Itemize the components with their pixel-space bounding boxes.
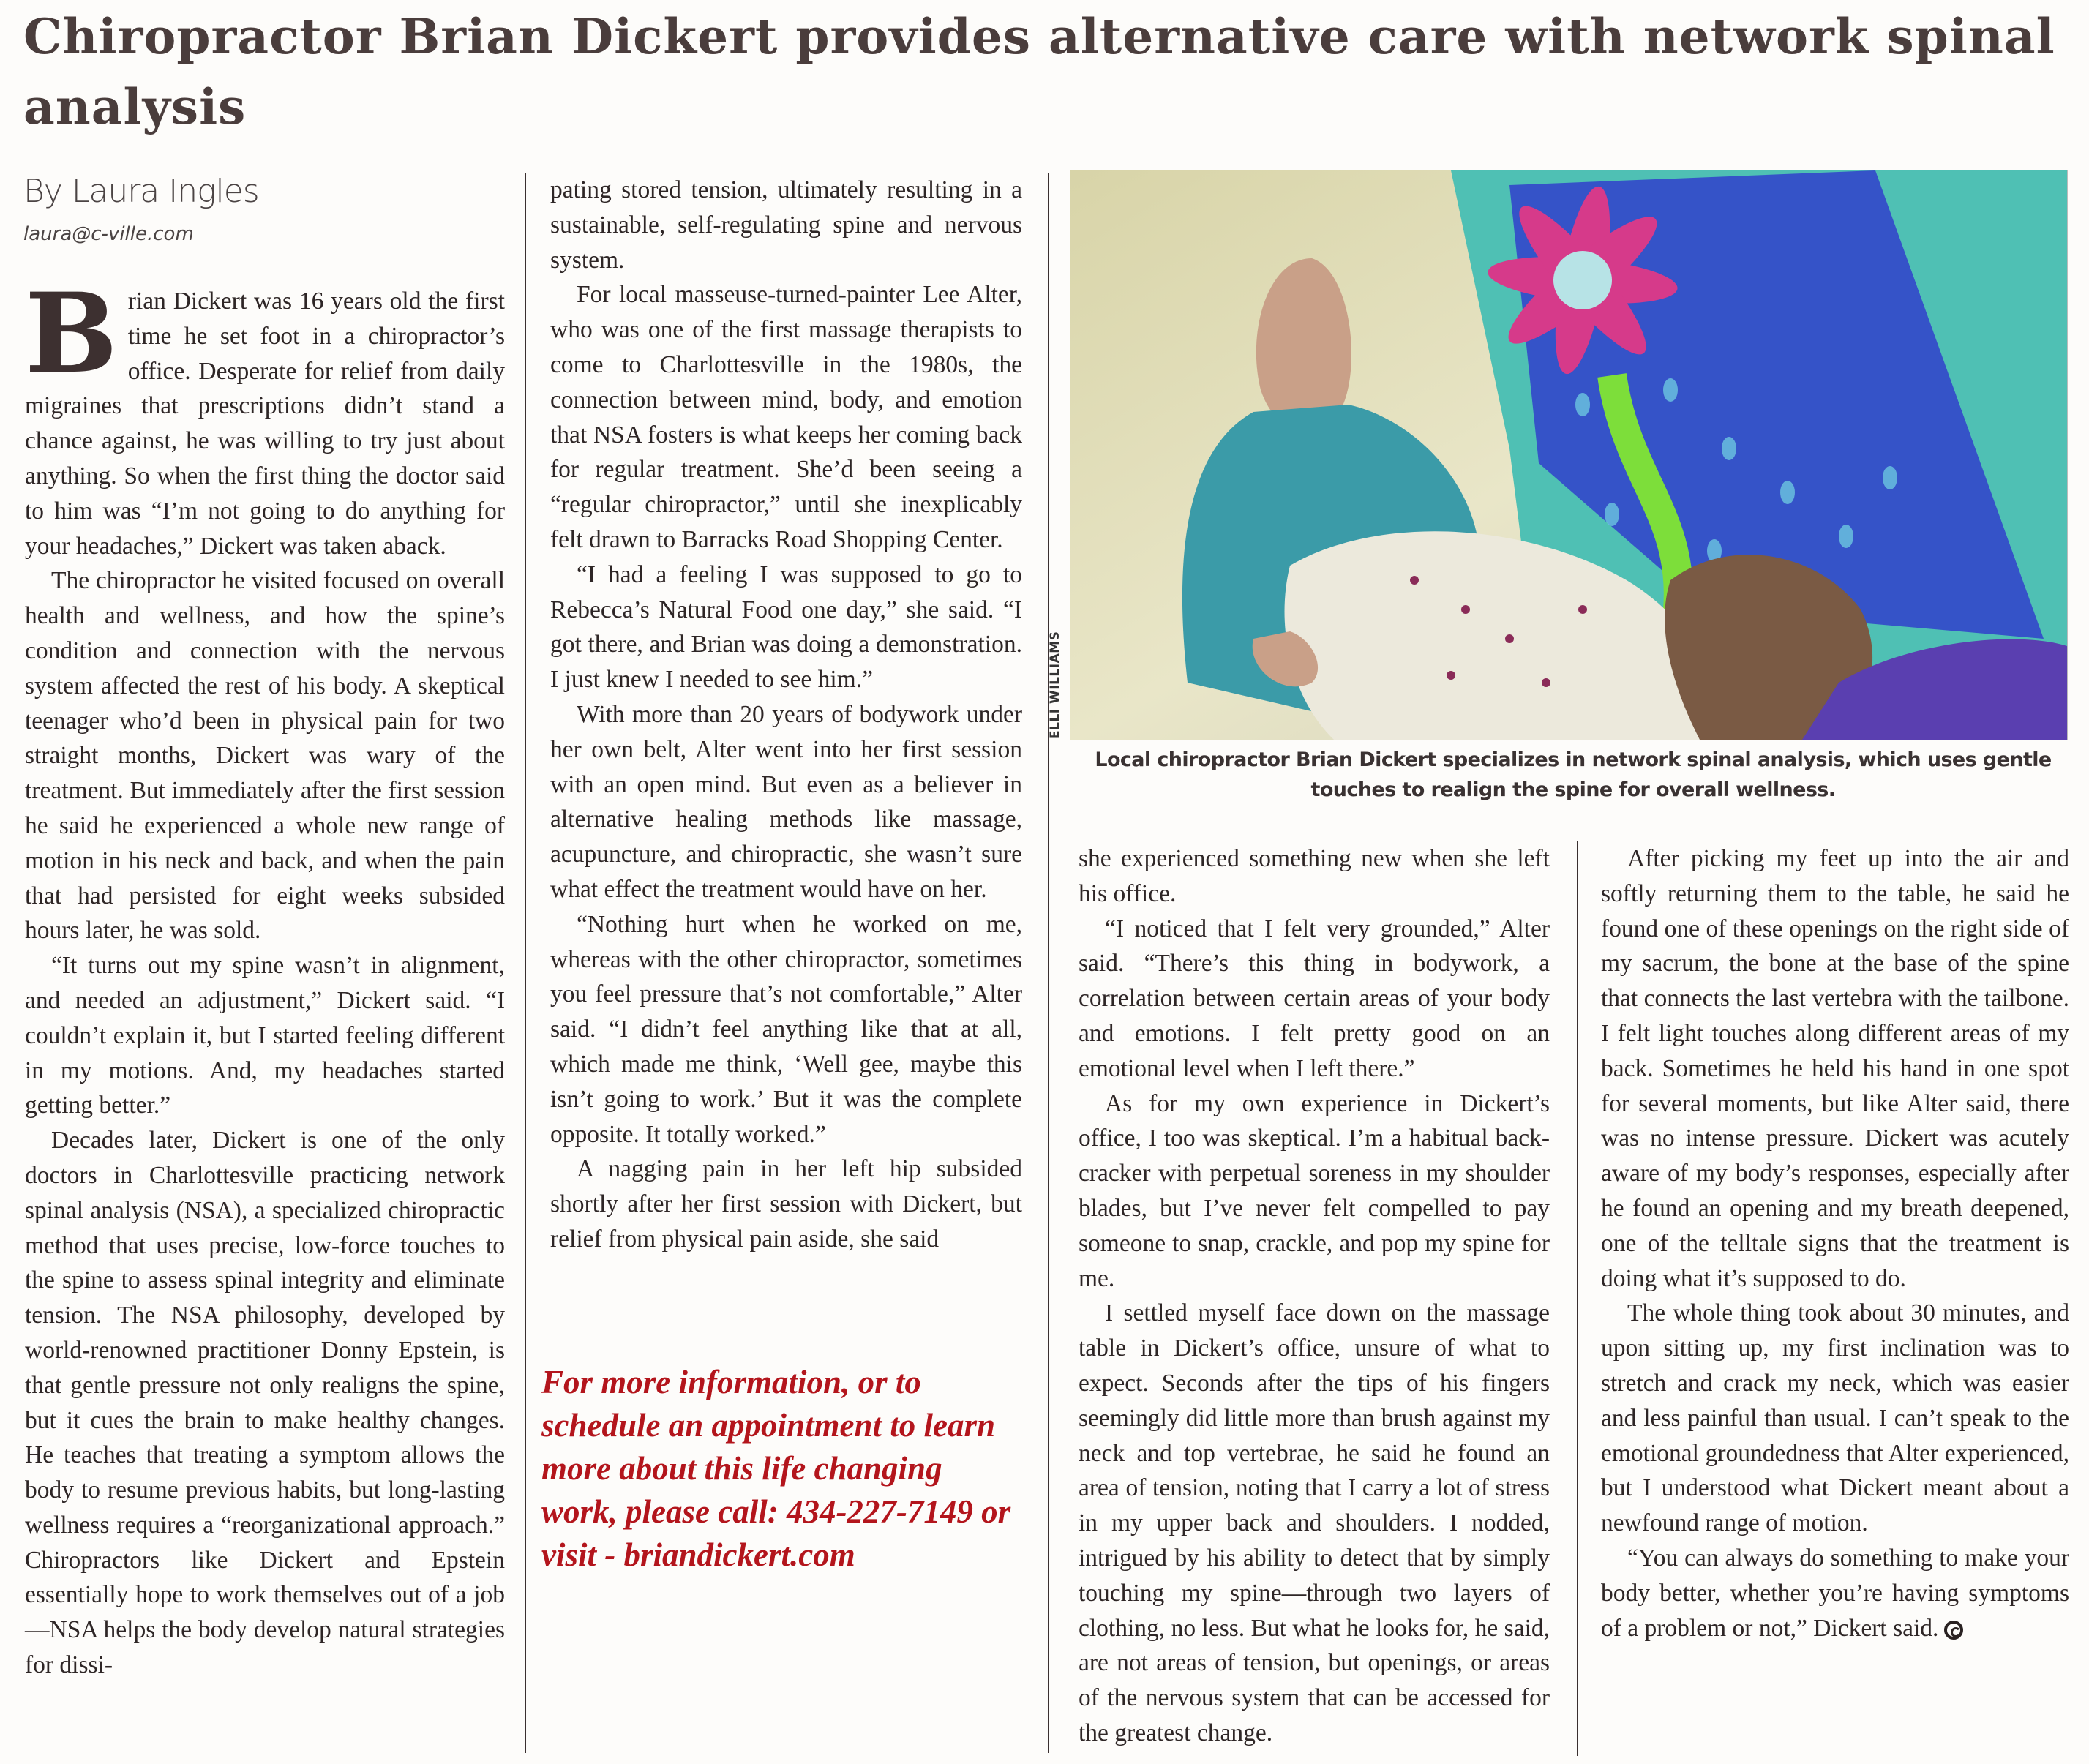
paragraph: I settled myself face down on the massage table in Dickert’s office, unsure of what to expect. Seconds after the tips of his fingers seemingly did little more than brush against my neck and top vertebrae, he said he found an area of tension, noting that I carry a lot of stress in my upper back and shoulders. I nodded, intrigued by his ability to detect that by simply touching my spine—through two layers of clothing, no less. But what he looks for, he said, are not areas of tension, but openings, or areas of the nervous system that can be accessed for the greatest change. <box>1079 1299 1550 1746</box>
column-divider <box>525 173 526 1753</box>
headline: Chiropractor Brian Dickert provides alternative care with network spinal analysis <box>23 8 2055 135</box>
copyright-end-icon <box>1944 1621 1963 1640</box>
photo-credit: ELLI WILLIAMS <box>1048 631 1062 739</box>
paragraph: Decades later, Dickert is one of the only doctors in Charlottesville practicing network spinal analysis (NSA), a specialized chiropractic method that uses precise, low-force touches to the spine to assess spinal integrity and eliminate tension. The NSA philosophy, developed by world-renowned practitioner Donny Epstein, is that gentle pressure not only realigns the spine, but it cues the brain to make healthy changes. He teaches that treating a symptom allows the body to resume previous habits, but long-lasting wellness requires a “reorganizational approach.” Chiropractors like Dickert and Epstein essentially hope to work themselves out of a job—NSA helps the body develop natural strategies for dissi- <box>25 1127 505 1679</box>
closing-quote-text: “You can always do something to make your body better, whether you’re having symptoms of a problem or not,” Dickert said. <box>1601 1544 2069 1642</box>
article-photo <box>1070 170 2068 740</box>
column-4 <box>1601 841 2069 1645</box>
byline: By Laura Ingles <box>23 173 259 210</box>
paragraph: For local masseuse-turned-painter Lee Alter, who was one of the first massage therapists to come to Charlottesville in the 1980s, the connection between mind, body, and emotion that NSA fosters is what keeps her coming back for regular treatment. She’d been seeing a “regular chiropractor,” until she inexplicably felt drawn to Barracks Road Shopping Center. <box>550 281 1022 553</box>
column-1 <box>25 269 505 1683</box>
paragraph: With more than 20 years of bodywork under her own belt, Alter went into her first session with an open mind. But even as a believer in alternative healing methods like massage, acupuncture, and chiropractic, she wasn’t sure what effect the treatment would have on her. <box>550 700 1022 903</box>
paragraph: “It turns out my spine wasn’t in alignment, and needed an adjustment,” Dickert said. “I couldn’t explain it, but I started feeling different in my motions. And, my headaches started getting better.” <box>25 952 505 1119</box>
paragraph: “I had a feeling I was supposed to go to Rebecca’s Natural Food one day,” she said. “I got there, and Brian was doing a demonstration. I just knew I needed to see him.” <box>550 560 1022 694</box>
author-email: laura@c-ville.com <box>23 223 194 245</box>
paragraph: she experienced something new when she left his office. <box>1079 845 1550 907</box>
column-divider <box>1577 841 1578 1756</box>
promo-callout: For more information, or to schedule an appointment to learn more about this life changing work, please call: 434-227-7149 or visit - briandickert.com <box>541 1364 1011 1573</box>
paragraph: The chiropractor he visited focused on overall health and wellness, and how the spine’s condition and connection with the nervous system affected the rest of his body. A skeptical teenager who’d been in physical pain for two straight months, Dickert was wary of the treatment. But immediately after the first session he said he experienced a whole new range of motion in his neck and back, and when the pain that had persisted for eight weeks subsided hours later, he was sold. <box>25 567 505 945</box>
paragraph: After picking my feet up into the air and softly returning them to the table, he said he found one of these openings on the right side of my sacrum, the bone at the base of the spine that connects the last vertebra with the tailbone. I felt light touches along different areas of my back. Sometimes he held his hand in one spot for several moments, but like Alter said, there was no intense pressure. Dickert was acutely aware of my body’s responses, especially after he found an opening and my breath deepened, one of the telltale signs that the treatment is doing what it’s supposed to do. <box>1601 845 2070 1292</box>
paragraph: rian Dickert was 16 years old the first time he set foot in a chiropractor’s office. Desperate for relief from daily migraines that prescriptions didn’t stand a chance against, he was willing to try just about anything. So when the first thing the doctor said to him was “I’m not going to do anything for your headaches,” Dickert was taken aback. <box>25 288 505 560</box>
paragraph <box>1601 1541 2069 1645</box>
column-divider <box>1048 173 1049 1753</box>
photo-chiropractor-session <box>1070 170 2067 740</box>
photo-caption: Local chiropractor Brian Dickert specializes in network spinal analysis, which uses gentle touches to realign the spine for overall wellness. <box>1095 748 2052 801</box>
drop-cap: B <box>25 269 118 398</box>
paragraph: “I noticed that I felt very grounded,” Alter said. “There’s this thing in bodywork, a correlation between certain areas of your body and emotions. I felt pretty good on an emotional level when I left there.” <box>1079 915 1550 1082</box>
paragraph: pating stored tension, ultimately resulting in a sustainable, self-regulating spine and nervous system. <box>550 176 1022 274</box>
column-3 <box>1079 841 1550 1751</box>
column-2 <box>550 173 1022 1257</box>
paragraph: The whole thing took about 30 minutes, and upon sitting up, my first inclination was to stretch and crack my neck, which was easier and less painful than usual. I can’t speak to the emotional groundedness that Alter experienced, but I understood what Dickert meant about a newfound range of motion. <box>1601 1299 2069 1537</box>
paragraph: A nagging pain in her left hip subsided shortly after her first session with Dickert, but relief from physical pain aside, she said <box>550 1155 1022 1253</box>
paragraph: “Nothing hurt when he worked on me, whereas with the other chiropractor, sometimes you feel pressure that’s not comfortable,” Alter said. “I didn’t feel anything like that at all, which made me think, ‘Well gee, maybe this isn’t going to work.’ But it was the complete opposite. It totally worked.” <box>550 910 1022 1148</box>
paragraph: As for my own experience in Dickert’s office, I too was skeptical. I’m a habitual back-cracker with perpetual soreness in my shoulder blades, but I’ve never felt compelled to pay someone to snap, crackle, and pop my spine for me. <box>1079 1089 1550 1292</box>
